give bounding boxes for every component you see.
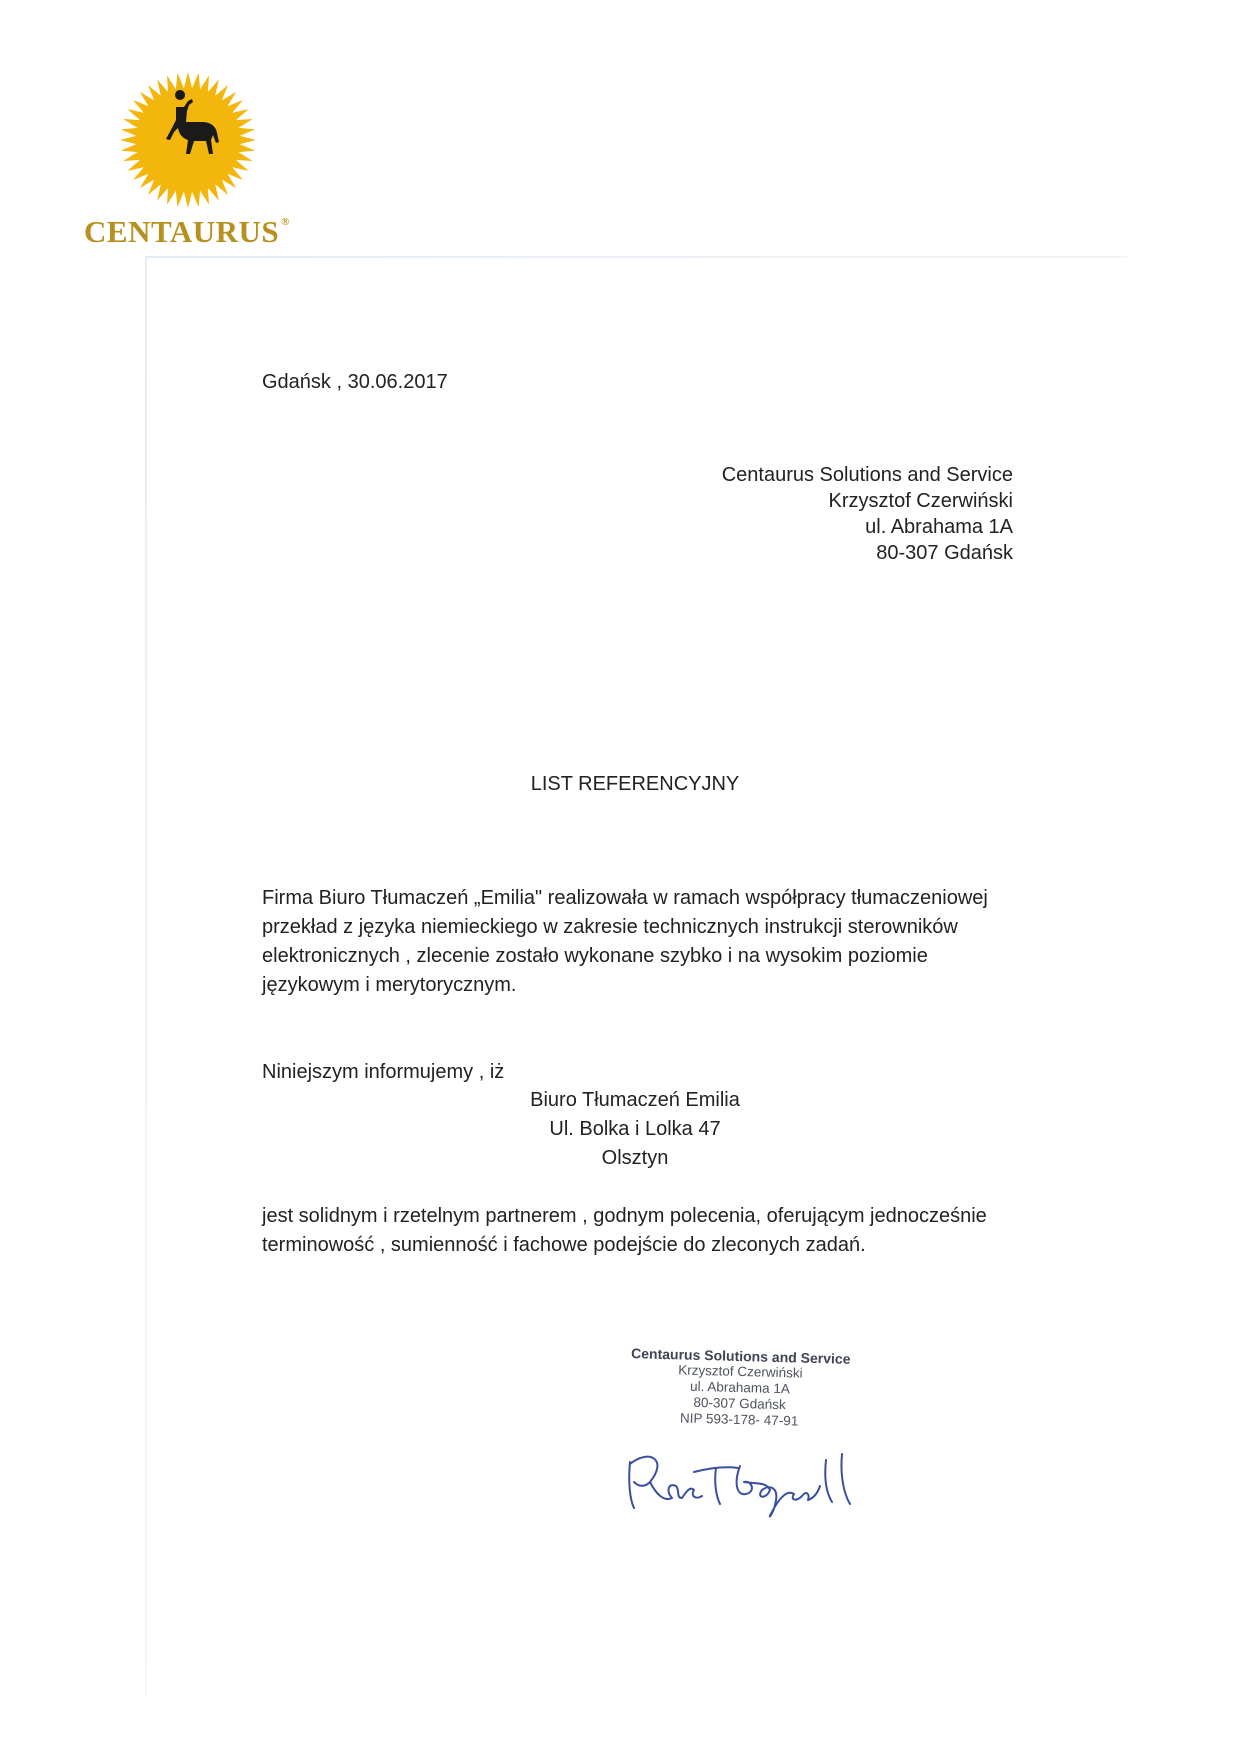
body-paragraph-2	[262, 1202, 987, 1260]
company-stamp	[609, 1345, 871, 1432]
company-name: Biuro Tłumaczeń Emilia	[530, 1089, 740, 1111]
centaurus-logo	[84, 70, 290, 250]
stamp-nip: NIP 593-178- 47-91	[679, 1410, 799, 1429]
sun-centaur-emblem-icon	[118, 70, 258, 210]
recipient-company: Centaurus Solutions and Service	[721, 464, 1013, 486]
paragraph-line: terminowość , sumienność i fachowe podejście do zleconych zadań.	[262, 1234, 866, 1256]
body-paragraph-1	[262, 884, 988, 1000]
stamp-city: 80-307 Gdańsk	[693, 1394, 786, 1413]
logo-wordmark: CENTAURUS ®	[84, 214, 290, 249]
paragraph-line: elektronicznych , zlecenie zostało wykonane szybko i na wysokim poziomie	[262, 945, 928, 967]
paragraph-line: językowym i merytorycznym.	[262, 974, 517, 996]
paragraph-line: Firma Biuro Tłumaczeń „Emilia" realizowała w ramach współpracy tłumaczeniowej	[262, 887, 988, 909]
stamp-person: Krzysztof Czerwiński	[677, 1362, 803, 1381]
document-title: LIST REFERENCYJNY	[530, 773, 740, 795]
recipient-street: ul. Abrahama 1A	[865, 516, 1013, 538]
stamp-street: ul. Abrahama 1A	[689, 1378, 791, 1397]
paragraph-line: jest solidnym i rzetelnym partnerem , godnym polecenia, oferującym jednocześnie	[262, 1205, 987, 1227]
stamp-company: Centaurus Solutions and Service	[630, 1345, 851, 1367]
recipient-city: 80-307 Gdańsk	[876, 542, 1013, 564]
recipient-person: Krzysztof Czerwiński	[828, 490, 1013, 512]
company-city: Olsztyn	[601, 1147, 669, 1169]
paragraph-line: przekład z języka niemieckiego w zakresie technicznych instrukcji sterowników	[262, 916, 958, 938]
company-street: Ul. Bolka i Lolka 47	[549, 1118, 721, 1140]
place-and-date: Gdańsk , 30.06.2017	[262, 371, 448, 393]
recipient-address	[722, 462, 1013, 566]
intro-line: Niniejszym informujemy , iż	[262, 1061, 505, 1083]
handwritten-signature	[620, 1442, 880, 1532]
referenced-company	[0, 1086, 1240, 1173]
